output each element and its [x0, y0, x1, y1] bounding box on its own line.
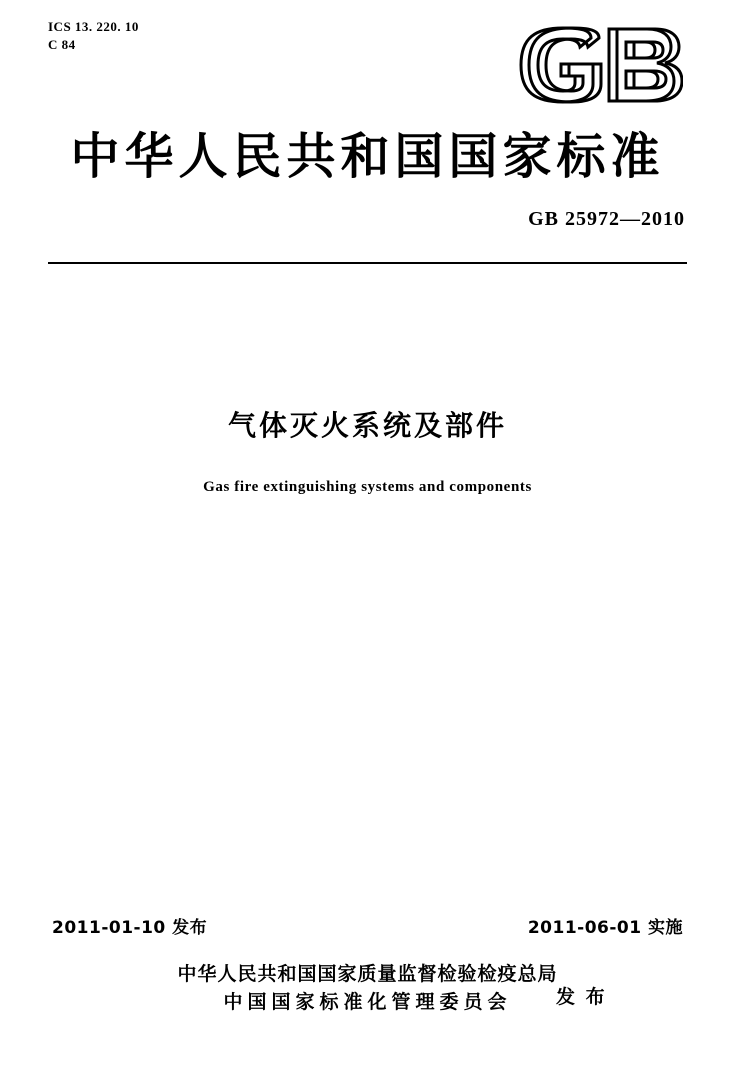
publisher-block [0, 960, 735, 1016]
ccs-classification-code: C 84 [48, 37, 76, 52]
publish-verb-label: 发 布 [556, 986, 607, 1008]
ics-number: ICS 13. 220. 10 [48, 19, 139, 34]
effective-date: 2011-06-01 实施 [527, 918, 683, 938]
document-title-chinese: 气体灭火系统及部件 [227, 409, 507, 442]
publisher-name-secondary: 中国国家标准化管理委员会 [223, 991, 512, 1013]
standard-number: GB 25972—2010 [528, 208, 685, 230]
gb-logo-icon [513, 26, 683, 104]
header-divider [48, 262, 687, 264]
document-title-english: Gas fire extinguishing systems and components [203, 479, 532, 495]
ics-classification-block [48, 18, 139, 54]
issue-date: 2011-01-10 发布 [52, 918, 208, 938]
publisher-name-primary: 中华人民共和国国家质量监督检验检疫总局 [177, 963, 558, 985]
national-standard-title: 中华人民共和国国家标准 [70, 128, 665, 185]
